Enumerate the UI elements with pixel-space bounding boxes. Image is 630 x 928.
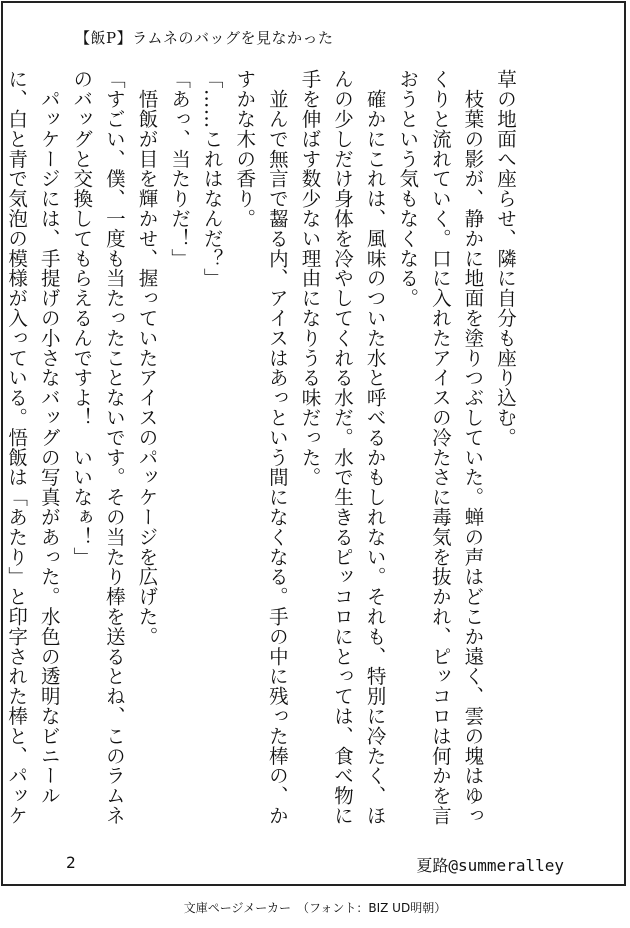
dialogue-line: 「あっ、当たりだ！」 bbox=[168, 69, 192, 268]
paragraph: 確かにこれは、風味のついた水と呼べるかもしれない。それも、特別に冷たく、ほんの少しだけ身体を冷やしてくれる水だ。水で生きるピッコロにとっては、食べ物に手を伸ばす数少ない理由になりうる味だった。 bbox=[298, 69, 387, 826]
page-number: 2 bbox=[66, 853, 76, 872]
paragraph: パッケージには、手提げの小さなバッグの写真があった。水色の透明なビニールに、白と青で気泡の模様が入っている。悟飯は「あたり」と印字された棒と、パッケ bbox=[5, 69, 61, 826]
vertical-body-text bbox=[5, 69, 521, 834]
generator-caption: 文庫ページメーカー （フォント：BIZ UD明朝） bbox=[183, 901, 447, 915]
paragraph: 草の地面へ座らせ、隣に自分も座り込む。 bbox=[494, 69, 517, 448]
paragraph: 枝葉の影が、静かに地面を塗りつぶしていた。蝉の声はどこか遠く、雲の塊はゆっくりと流れていく。口に入れたアイスの冷たさに毒気を抜かれ、ピッコロは何かを言おうという気もなくなる。 bbox=[396, 69, 485, 826]
paragraph: 並んで無言で齧る内、アイスはあっという間になくなる。手の中に残った棒の、かすかな木の香り。 bbox=[233, 69, 289, 826]
dialogue-line: 「……これはなんだ？」 bbox=[200, 69, 224, 288]
author-credit: 夏路@summeralley bbox=[416, 856, 564, 875]
book-page bbox=[1, 1, 626, 886]
running-header-title: 【飯P】ラムネのバッグを見なかった bbox=[75, 29, 334, 47]
dialogue-line: 「すごい、僕、一度も当たったことないです。その当たり棒を送るとね、このラムネのバッグと交換してもらえるんですよ！ いいなぁ！」 bbox=[70, 69, 126, 826]
paragraph: 悟飯が目を輝かせ、握っていたアイスのパッケージを広げた。 bbox=[135, 69, 159, 647]
